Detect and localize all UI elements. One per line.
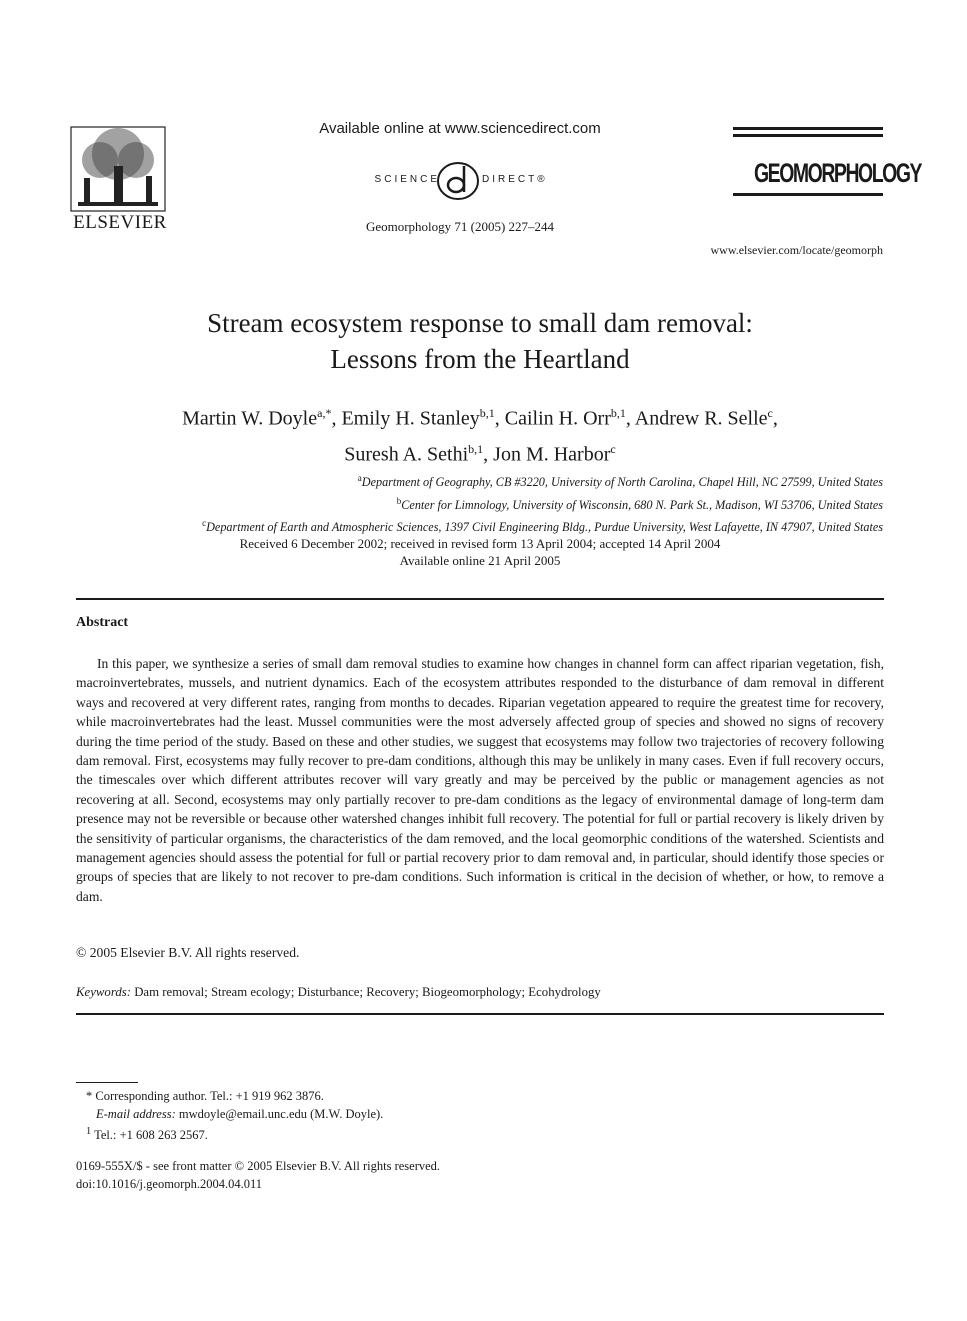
author-name: Jon M. Harbor xyxy=(493,443,611,466)
journal-url[interactable]: www.elsevier.com/locate/geomorph xyxy=(710,243,883,257)
journal-bar xyxy=(733,127,883,141)
front-matter xyxy=(76,1158,440,1193)
divider xyxy=(76,598,884,600)
affiliation xyxy=(40,469,883,492)
keywords-list: Dam removal; Stream ecology; Disturbance; Recovery; Biogeomorphology; Ecohydrology xyxy=(134,985,601,999)
footnote-1-mark: 1 xyxy=(86,1126,92,1137)
author-name: Suresh A. Sethi xyxy=(344,443,469,466)
issn-line: 0169-555X/$ - see front matter © 2005 Elsevier B.V. All rights reserved. xyxy=(76,1159,441,1173)
author-name: Emily H. Stanley xyxy=(341,407,480,430)
sciencedirect-logo xyxy=(300,160,620,202)
journal-bar-rule-2 xyxy=(733,134,883,137)
elsevier-logo xyxy=(66,126,174,236)
abstract-heading: Abstract xyxy=(76,615,129,630)
author-affil-mark: b,1 xyxy=(610,406,626,420)
author-affil-mark: b,1 xyxy=(468,441,484,456)
email-address[interactable]: mwdoyle@email.unc.edu (M.W. Doyle). xyxy=(178,1106,384,1121)
author-name: Cailin H. Orr xyxy=(504,407,611,430)
journal-bar-bottom xyxy=(733,193,883,200)
email-label: E-mail address: xyxy=(96,1106,176,1121)
affiliation-text: Center for Limnology, University of Wisconsin, 680 N. Park St., Madison, WI 53706, United States xyxy=(401,497,883,512)
article-dates xyxy=(80,535,880,569)
journal-bar-rule-1 xyxy=(733,127,883,130)
affiliation-mark: c xyxy=(202,518,207,529)
footnotes xyxy=(86,1088,383,1145)
keywords xyxy=(76,985,601,1000)
divider xyxy=(76,1013,884,1015)
journal-citation: Geomorphology 71 (2005) 227–244 xyxy=(365,219,555,234)
footnote-1-text: Tel.: +1 608 263 2567. xyxy=(94,1128,208,1143)
affiliation-text: Department of Earth and Atmospheric Sciences, 1397 Civil Engineering Bldg., Purdue University, West Lafayette, IN 47907, United States xyxy=(206,520,883,535)
sd-left-text: SCIENCE xyxy=(374,174,440,185)
abstract-copyright: © 2005 Elsevier B.V. All rights reserved. xyxy=(76,945,300,960)
corresponding-author-note: * Corresponding author. Tel.: +1 919 962 3876. xyxy=(86,1089,324,1103)
journal-name: GEOMORPHOLOGY xyxy=(754,158,922,188)
affiliations xyxy=(40,469,883,537)
affiliation-mark: a xyxy=(357,473,362,483)
title-line-2: Lessons from the Heartland xyxy=(330,344,630,374)
author-name: Martin W. Doyle xyxy=(182,407,318,430)
author-affil-mark: c xyxy=(610,441,616,456)
affiliation-text: Department of Geography, CB #3220, University of North Carolina, Chapel Hill, NC 27599, United States xyxy=(361,475,883,490)
keywords-label: Keywords: xyxy=(76,985,131,999)
available-online-text: Available online at www.sciencedirect.com xyxy=(319,120,601,137)
publisher-name: ELSEVIER xyxy=(73,212,167,233)
received-dates: Received 6 December 2002; received in revised form 13 April 2004; accepted 14 April 2004 xyxy=(239,536,721,551)
elsevier-tree-icon xyxy=(70,126,166,212)
author-list: Martin W. Doyle$^{a,*}$, Emily H. Stanley$^{b,1}$, Cailin H. Orr$^{b,1}$, Andrew R. Selle$^c$, Suresh A. Sethi$^{b,1}$, Jon M. Harbor$^c$ xyxy=(182,406,778,466)
abstract-body: In this paper, we synthesize a series of small dam removal studies to examine how changes in channel form can affect riparian vegetation, fish, macroinvertebrates, mussels, and nutrient dynamics. Each of the ecosystem attributes responded to the disturbance of dam removal in different ways and recovered at very different rates, ranging from months to decades. Riparian vegetation appeared to require the greatest time for recovery, while macroinvertebrates had the least. Mussel communities were the most adversely affected group of species and showed no signs of recovery during the time period of the study. Based on these and other studies, we suggest that ecosystems may follow two trajectories of recovery following dam removal. First, ecosystems may fully recover to pre-dam conditions, although this may be unlikely in many cases. Even if full recovery occurs, the timescales over which different attributes recover will vary greatly and may be perceived by the public or management agencies as not recovering at all. Second, ecosystems may only partially recover to pre-dam conditions as the legacy of environmental damage of long-term dam presence may not be reversible or because other watershed changes inhibit full recovery. The potential for full or partial recovery is likely driven by the sensitivity of particular organisms, the characteristics of the dam removed, and the local geomorphic conditions of the watershed. Scientists and management agencies should assess the potential for full or partial recovery prior to dam removal and, in particular, should identify those species or groups of species that are likely to not recover to pre-dam conditions. Such information is critical in the decision of whether, or how, to remove a dam. xyxy=(76,656,884,904)
article-title xyxy=(80,305,880,377)
available-online-date: Available online 21 April 2005 xyxy=(399,553,561,568)
author-affil-mark: b,1 xyxy=(479,406,495,420)
author-name: Andrew R. Selle xyxy=(634,407,768,430)
title-line-1: Stream ecosystem response to small dam removal: xyxy=(207,308,753,338)
email-note xyxy=(86,1106,383,1124)
footnote-1 xyxy=(86,1123,383,1145)
sd-right-text: DIRECT® xyxy=(482,174,548,185)
affiliation xyxy=(40,514,883,537)
sciencedirect-d-icon xyxy=(436,160,480,202)
footnote-rule xyxy=(76,1082,138,1083)
author-affil-mark: a,* xyxy=(317,406,332,420)
affiliation-mark: b xyxy=(396,495,402,506)
author-affil-mark: c xyxy=(767,406,773,420)
affiliation xyxy=(40,492,883,515)
journal-bar-rule-3 xyxy=(733,193,883,196)
doi-line[interactable]: doi:10.1016/j.geomorph.2004.04.011 xyxy=(76,1176,262,1191)
